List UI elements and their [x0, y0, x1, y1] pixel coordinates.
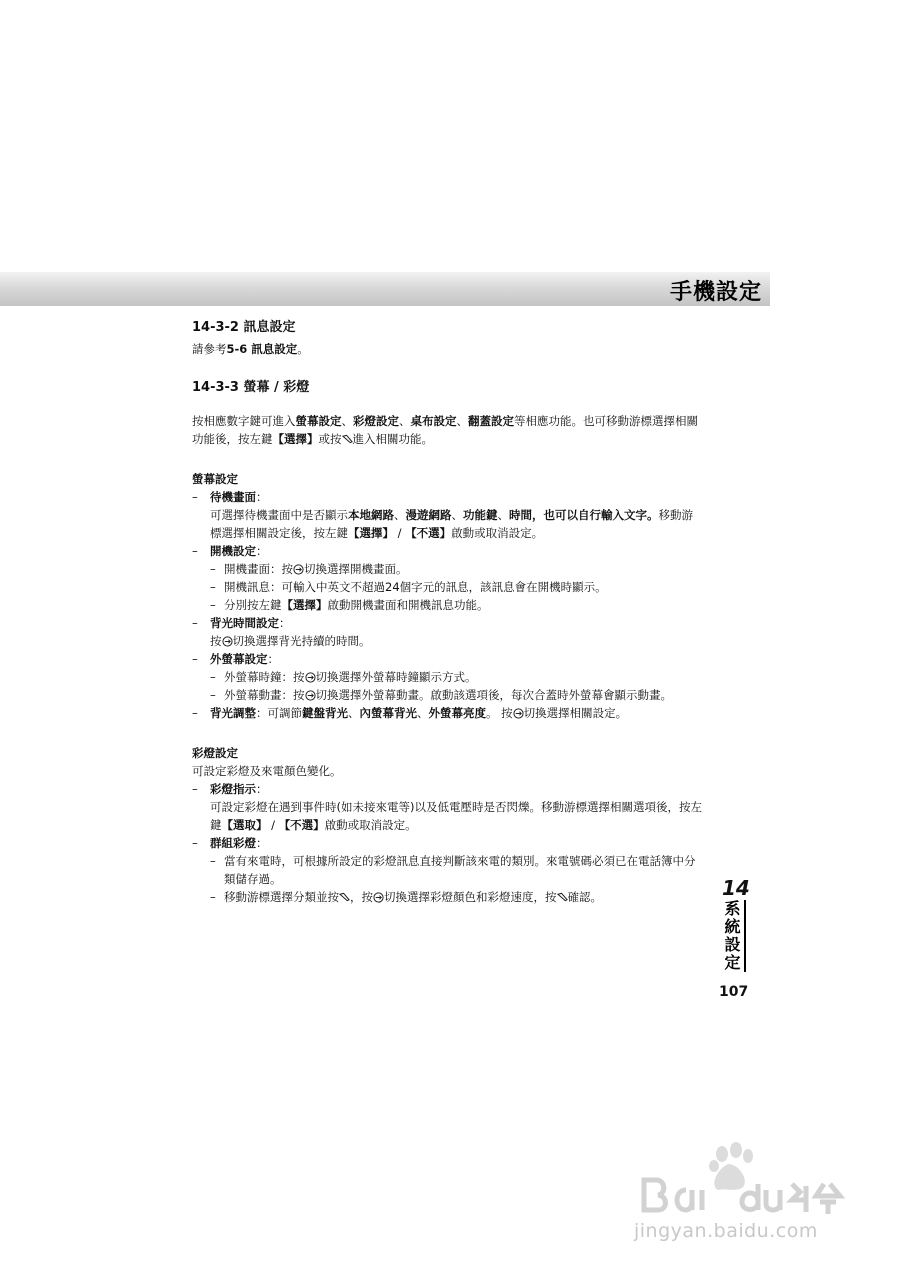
- list-item-backlight-adjust: – 背光調整：可調節鍵盤背光、內螢幕背光、外螢幕亮度。 按 切換選擇相關設定。: [192, 706, 628, 720]
- outer-clock: – 外螢幕時鐘：按 切換選擇外螢幕時鐘顯示方式。: [210, 670, 477, 684]
- nav-key-icon: [373, 892, 384, 903]
- group-led-desc-3: – 移動游標選擇分類並按 ，按 切換選擇彩燈顏色和彩燈速度，按 確認。: [210, 890, 602, 904]
- list-item-outer-screen: – 外螢幕設定：: [192, 652, 279, 666]
- main-content: [192, 316, 722, 906]
- power-on-message: – 開機訊息：可輸入中英文不超過24個字元的訊息，該訊息會在開機時顯示。: [210, 580, 607, 594]
- power-on-activate: – 分別按左鍵【選擇】啟動開機畫面和開機訊息功能。: [210, 598, 489, 612]
- call-key-icon: [342, 434, 353, 444]
- list-item-backlight-time: – 背光時間設定：: [192, 616, 291, 630]
- intro-line-1: 按相應數字鍵可進入螢幕設定、彩燈設定、桌布設定、翻蓋設定等相應功能。也可移動游標選擇相關: [192, 414, 698, 428]
- message-reference: 請參考5-6 訊息設定。: [192, 342, 309, 356]
- led-indicator-desc-2: 鍵【選取】 / 【不選】啟動或取消設定。: [210, 818, 417, 832]
- led-indicator-desc-1: 可設定彩燈在遇到事件時(如未接來電等)以及低電壓時是否閃爍。移動游標選擇相關選項後，按左: [210, 800, 702, 814]
- list-item-group-led: – 群組彩燈：: [192, 836, 268, 850]
- watermark-url: jingyan.baidu.com: [634, 1220, 818, 1242]
- list-item-standby: – 待機畫面：: [192, 490, 268, 504]
- chapter-number: 14: [722, 876, 750, 900]
- header-bar: [0, 272, 770, 306]
- backlight-desc: 按 切換選擇背光持續的時間。: [210, 634, 371, 648]
- nav-key-icon: [293, 564, 304, 575]
- power-on-image: – 開機畫面：按 切換選擇開機畫面。: [210, 562, 408, 576]
- call-key-icon: [557, 892, 568, 902]
- page-title: 手機設定: [669, 280, 762, 305]
- group-led-desc-1: – 當有來電時，可根據所設定的彩燈訊息直接判斷該來電的類別。來電號碼必須已在電話簿中分: [210, 854, 696, 868]
- led-settings-title: 彩燈設定: [192, 746, 238, 760]
- section-heading-screen-led: 14-3-3 螢幕 / 彩燈: [192, 380, 310, 395]
- page-number: 107: [719, 984, 749, 1000]
- intro-line-2: 功能後，按左鍵【選擇】或按 進入相關功能。: [192, 432, 433, 446]
- outer-animation: – 外螢幕動畫：按 切換選擇外螢幕動畫。啟動該選項後，每次合蓋時外螢幕會顯示動畫。: [210, 688, 672, 702]
- led-intro: 可設定彩燈及來電顏色變化。: [192, 764, 342, 778]
- baidu-watermark: [630, 1140, 870, 1250]
- nav-key-icon: [305, 690, 316, 701]
- nav-key-icon: [305, 672, 316, 683]
- baidu-logo-icon: [630, 1140, 870, 1220]
- list-item-led-indicator: – 彩燈指示：: [192, 782, 268, 796]
- list-item-power-on: – 開機設定：: [192, 544, 268, 558]
- nav-key-icon: [513, 708, 524, 719]
- chapter-label: 系 統 設 定: [722, 900, 746, 972]
- standby-desc-1: 可選擇待機畫面中是否顯示本地網路、漫遊網路、功能鍵、時間，也可以自行輸入文字。移動游: [210, 508, 693, 522]
- screen-settings-title: 螢幕設定: [192, 472, 238, 486]
- group-led-desc-2: 類儲存過。: [224, 872, 282, 886]
- call-key-icon: [339, 892, 350, 902]
- section-heading-message: 14-3-2 訊息設定: [192, 320, 296, 335]
- chapter-tab: [722, 876, 750, 972]
- nav-key-icon: [222, 636, 233, 647]
- standby-desc-2: 標選擇相關設定後，按左鍵【選擇】 / 【不選】啟動或取消設定。: [210, 526, 544, 540]
